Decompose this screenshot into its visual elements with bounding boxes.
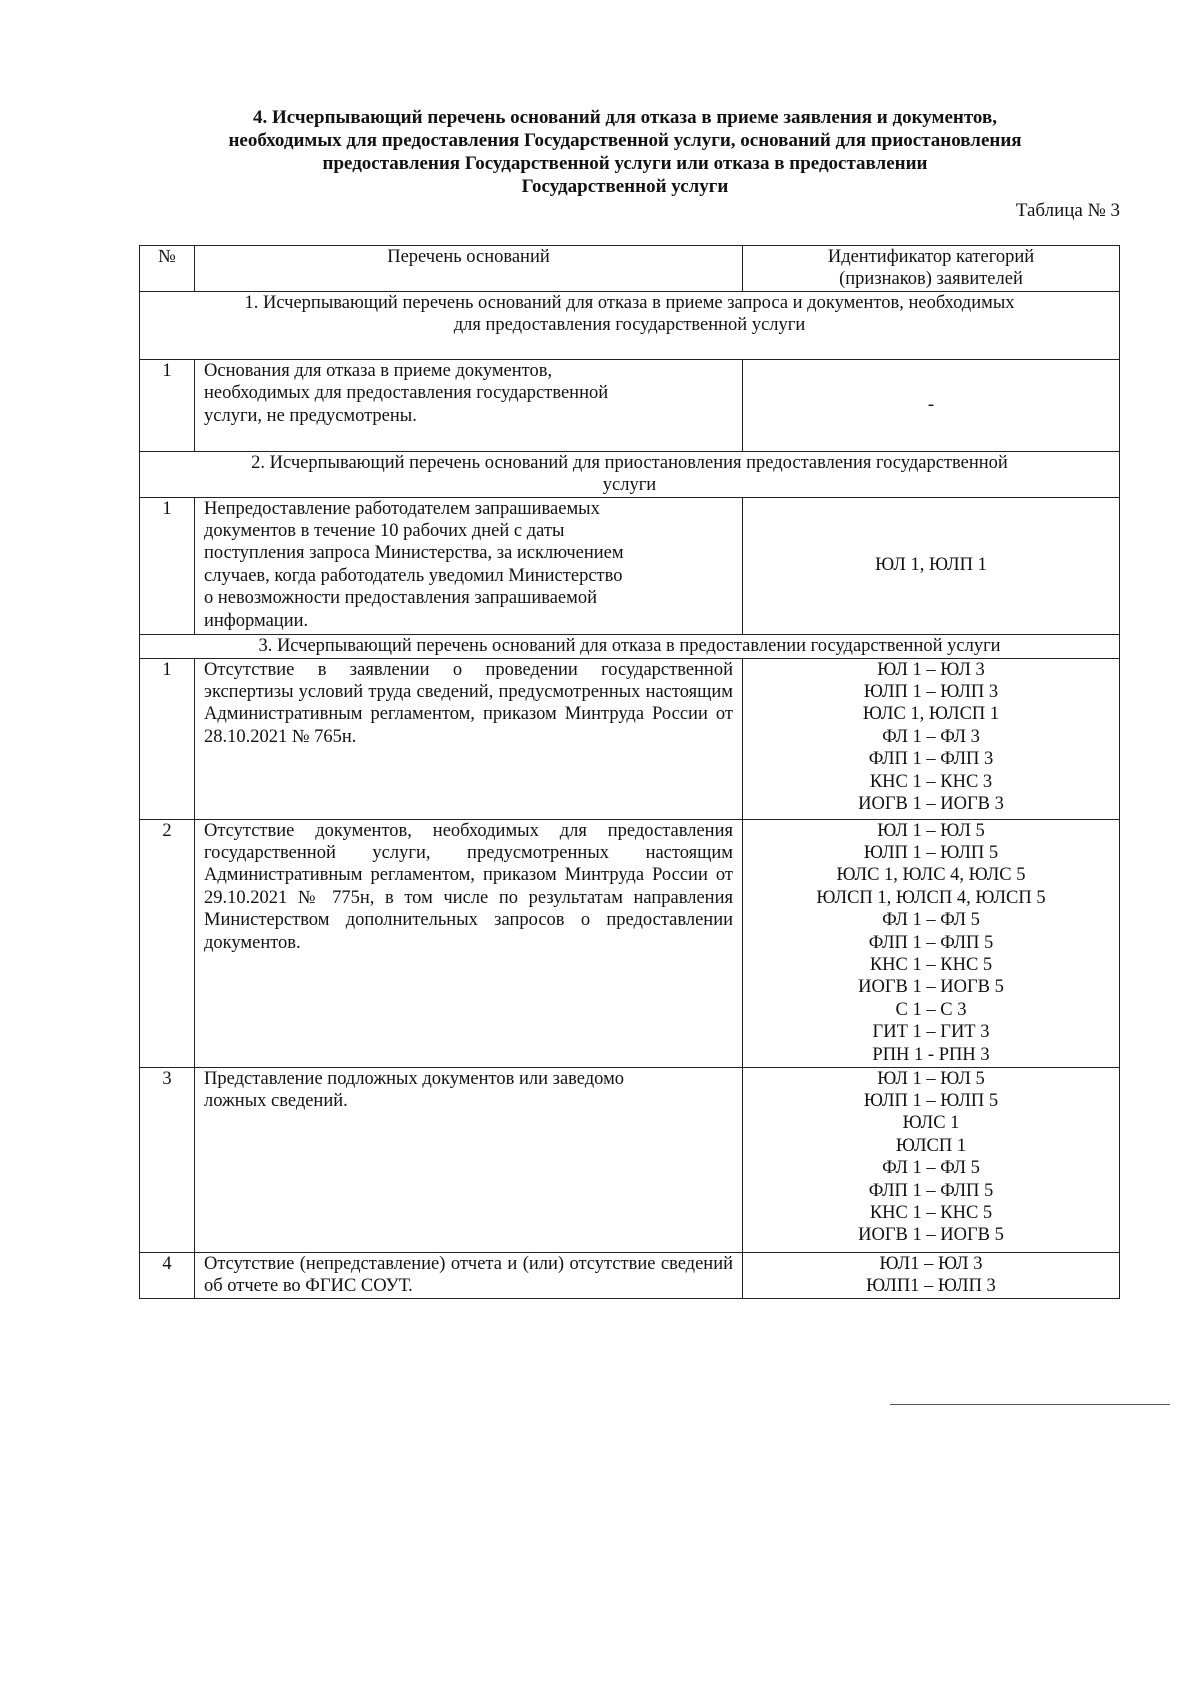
reason-line: случаев, когда работодатель уведомил Министерство <box>204 565 623 586</box>
category-code: ЮЛП 1 – ЮЛП 5 <box>863 843 999 864</box>
row-reason <box>195 359 743 451</box>
table-number-label: Таблица № 3 <box>1015 200 1120 221</box>
category-code: ЮЛ1 – ЮЛ 3 <box>879 1253 983 1274</box>
section-row-3 <box>140 634 1120 658</box>
section-title-3 <box>140 634 1120 658</box>
table-row <box>140 819 1120 1067</box>
row-categories <box>743 497 1120 634</box>
header-reasons: Перечень оснований <box>195 246 743 292</box>
row-number: 4 <box>140 1252 195 1298</box>
category-code: ГИТ 1 – ГИТ 3 <box>872 1022 990 1043</box>
reason-line: информации. <box>204 610 309 631</box>
category-code: ЮЛП1 – ЮЛП 3 <box>866 1276 996 1297</box>
category-code: ЮЛ 1 – ЮЛ 3 <box>877 659 985 680</box>
category-code: ФЛ 1 – ФЛ 5 <box>882 1158 980 1179</box>
category-code: ФЛ 1 – ФЛ 5 <box>882 910 980 931</box>
category-code: ФЛП 1 – ФЛП 5 <box>868 1180 994 1201</box>
category-code: ЮЛС 1, ЮЛСП 1 <box>862 704 1000 725</box>
section-title-line: для предоставления государственной услуги <box>453 315 806 336</box>
reason-line: Представление подложных документов или заведомо <box>204 1068 625 1089</box>
row-number: 2 <box>140 819 195 1067</box>
header-categories <box>743 246 1120 292</box>
reason-line: необходимых для предоставления государственной <box>204 383 609 404</box>
row-number: 1 <box>140 658 195 819</box>
header-categories-line: Идентификатор категорий <box>827 247 1035 267</box>
category-code: ЮЛП 1 – ЮЛП 5 <box>863 1091 999 1112</box>
category-code: ФЛП 1 – ФЛП 5 <box>868 932 994 953</box>
reason-line: поступления запроса Министерства, за исключением <box>204 543 624 564</box>
reason-line: Основания для отказа в приеме документов, <box>204 360 553 381</box>
row-categories <box>743 658 1120 819</box>
category-code: ИОГВ 1 – ИОГВ 3 <box>858 794 1004 815</box>
row-categories <box>743 819 1120 1067</box>
row-number: 1 <box>140 497 195 634</box>
row-categories <box>743 1067 1120 1252</box>
table-row <box>140 658 1120 819</box>
section-title-line: 1. Исчерпывающий перечень оснований для отказа в приеме запроса и документов, необходимых <box>244 292 1015 313</box>
category-code: ЮЛ 1 – ЮЛ 5 <box>877 1068 985 1089</box>
category-code: ИОГВ 1 – ИОГВ 5 <box>858 977 1004 998</box>
table-row <box>140 359 1120 451</box>
section-row-1 <box>140 291 1120 359</box>
grounds-table <box>139 245 1120 1299</box>
category-code: ЮЛП 1 – ЮЛП 3 <box>863 682 999 703</box>
section-title-line: 2. Исчерпывающий перечень оснований для приостановления предоставления государственной <box>251 452 1008 473</box>
category-code: КНС 1 – КНС 5 <box>869 955 993 976</box>
table-row <box>140 497 1120 634</box>
category-code: - <box>927 395 935 416</box>
table-row <box>140 1067 1120 1252</box>
header-num: № <box>140 246 195 292</box>
category-code: РПН 1 - РПН 3 <box>872 1044 990 1065</box>
reason-line: Непредоставление работодателем запрашиваемых <box>204 498 600 519</box>
category-code: С 1 – С 3 <box>895 999 967 1020</box>
section-row-2 <box>140 451 1120 497</box>
row-number: 3 <box>140 1067 195 1252</box>
reason-line: услуги, не предусмотрены. <box>204 405 417 426</box>
row-reason <box>195 1067 743 1252</box>
category-code: ЮЛС 1 <box>902 1113 960 1134</box>
row-categories <box>743 1252 1120 1298</box>
bottom-rule-divider <box>890 1404 1170 1405</box>
table-header-row <box>140 246 1120 292</box>
table-row <box>140 1252 1120 1298</box>
section-title-line: 3. Исчерпывающий перечень оснований для отказа в предоставлении государственной услуги <box>258 635 1001 656</box>
section-title-line: услуги <box>602 475 657 496</box>
category-code: ЮЛСП 1, ЮЛСП 4, ЮЛСП 5 <box>816 887 1046 908</box>
category-code: ИОГВ 1 – ИОГВ 5 <box>858 1225 1004 1246</box>
heading-line: предоставления Государственной услуги или отказа в предоставлении <box>322 153 928 174</box>
category-code: КНС 1 – КНС 5 <box>869 1203 993 1224</box>
heading-line: Государственной услуги <box>521 176 729 197</box>
row-reason: Отсутствие документов, необходимых для предоставления государственной услуги, предусмотренных настоящим Административным регламентом, приказом Минтруда России от 29.10.2021 № 775н, в том числе по результатам направления Министерством дополнительных запросов о предоставлении документов. <box>195 819 743 1067</box>
heading-line: 4. Исчерпывающий перечень оснований для отказа в приеме заявления и документов, <box>253 107 997 128</box>
category-code: ЮЛСП 1 <box>895 1135 967 1156</box>
row-reason: Отсутствие в заявлении о проведении государственной экспертизы условий труда сведений, предусмотренных настоящим Административным регламентом, приказом Минтруда России от 28.10.2021 № 765н. <box>195 658 743 819</box>
section-heading <box>130 106 1120 198</box>
category-code: ЮЛС 1, ЮЛС 4, ЮЛС 5 <box>836 865 1026 886</box>
row-reason <box>195 497 743 634</box>
category-code: КНС 1 – КНС 3 <box>869 771 993 792</box>
section-title-2 <box>140 451 1120 497</box>
section-title-1 <box>140 291 1120 359</box>
category-code: ФЛ 1 – ФЛ 3 <box>882 726 980 747</box>
header-categories-line: (признаков) заявителей <box>839 269 1023 290</box>
heading-line: необходимых для предоставления Государственной услуги, оснований для приостановления <box>228 130 1022 151</box>
row-reason: Отсутствие (непредставление) отчета и (или) отсутствие сведений об отчете во ФГИС СОУТ. <box>195 1252 743 1298</box>
row-categories <box>743 359 1120 451</box>
category-code: ЮЛ 1, ЮЛП 1 <box>875 555 987 576</box>
category-code: ЮЛ 1 – ЮЛ 5 <box>877 820 985 841</box>
reason-line: о невозможности предоставления запрашиваемой <box>204 588 597 609</box>
row-number: 1 <box>140 359 195 451</box>
reason-line: ложных сведений. <box>204 1091 348 1112</box>
category-code: ФЛП 1 – ФЛП 3 <box>868 749 994 770</box>
reason-line: документов в течение 10 рабочих дней с даты <box>204 521 565 542</box>
